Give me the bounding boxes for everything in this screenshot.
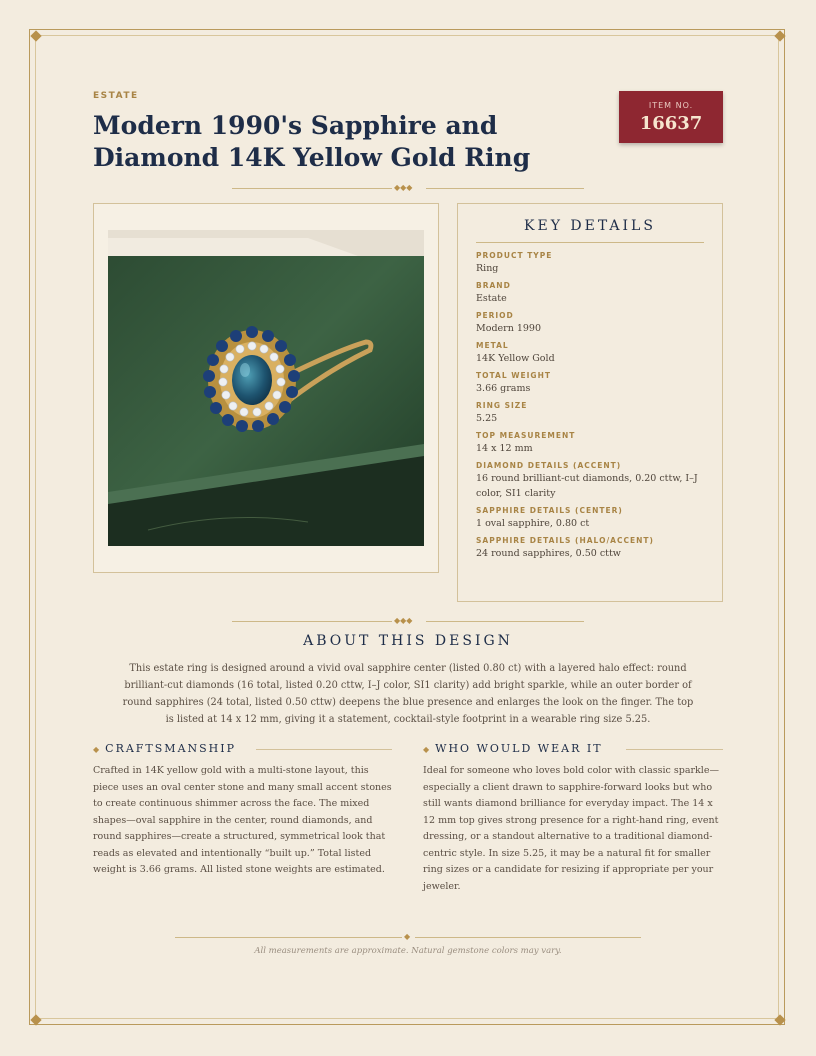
ornament-divider-middle: ◆◆◆ [232,616,584,626]
detail-label: RING SIZE [476,401,528,410]
item-number-value: 16637 [639,113,703,134]
detail-value: 24 round sapphires, 0.50 cttw [476,548,621,559]
detail-diamond-details [476,460,708,501]
about-heading: ABOUT THIS DESIGN [303,633,513,649]
detail-label: TOP MEASUREMENT [476,431,576,440]
category-eyebrow: ESTATE [93,91,139,101]
craftsmanship-heading [93,742,236,755]
detail-period [476,310,708,336]
about-text: This estate ring is designed around a vivid oval sapphire center (listed 0.80 ct) with a layered halo effect: round brilliant-cut diamonds (16 total, listed 0.20 cttw, I–J color, SI1 clarity) add bright sparkle, while an outer border of round sapphires (24 total, listed 0.50 cttw) deepens the blue presence and enlarges the look on the finger. The top is listed at 14 x 12 mm, giving it a statement, cocktail-style footprint in a wearable ring size 5.25. [122,663,694,725]
key-details-list [476,250,708,565]
detail-sapphire-center [476,505,708,531]
who-would-wear-heading-text: WHO WOULD WEAR IT [435,742,603,755]
detail-value: 1 oval sapphire, 0.80 ct [476,518,590,529]
page-title: Modern 1990's Sapphire and Diamond 14K Yellow Gold Ring [93,111,531,172]
detail-label: DIAMOND DETAILS (ACCENT) [476,461,622,470]
craftsmanship-heading-text: CRAFTSMANSHIP [105,742,237,755]
detail-value: 3.66 grams [476,383,531,394]
who-would-wear-text: Ideal for someone who loves bold color with classic sparkle—especially a client drawn to sapphire-forward looks but who still wants diamond brilliance for everyday impact. The 14 x 12 mm top gives strong presence for a right-hand ring, event dressing, or a standout alternative to a traditional diamond-centric style. In size 5.25, it may be a natural fit for smaller ring sizes or a candidate for resizing if appropriate per your jeweler. [423,765,719,892]
item-number-label: ITEM NO. [648,101,694,110]
detail-value: Ring [476,263,499,274]
detail-product-type [476,250,708,276]
detail-label: PERIOD [476,311,514,320]
detail-label: SAPPHIRE DETAILS (CENTER) [476,506,623,515]
detail-ring-size [476,400,708,426]
key-details-panel [457,203,723,602]
key-details-rule [476,242,704,243]
who-would-wear-rule [626,749,723,750]
footer-disclaimer: All measurements are approximate. Natural gemstone colors may vary. [254,946,562,956]
craftsmanship-text: Crafted in 14K yellow gold with a multi-stone layout, this piece uses an oval center stone and many small accent stones to create continuous shimmer across the face. The mixed shapes—oval sapphire in the center, round diamonds, and round sapphires—create a structured, symmetrical look that reads as elevated and intentionally “built up.” Total listed weight is 3.66 grams. All listed stone weights are estimated. [93,765,392,875]
detail-sapphire-halo [476,535,708,561]
detail-label: SAPPHIRE DETAILS (HALO/ACCENT) [476,536,654,545]
diamond-bullet-icon: ◆ [423,745,430,754]
detail-total-weight [476,370,708,396]
ornament-divider-footer: ◆ [175,932,641,942]
diamond-bullet-icon: ◆ [93,745,100,754]
detail-metal [476,340,708,366]
detail-label: BRAND [476,281,511,290]
detail-value: 14K Yellow Gold [476,353,555,364]
ring-photo [108,230,424,546]
detail-value: 5.25 [476,413,498,424]
detail-value: Estate [476,293,507,304]
detail-value: 16 round brilliant-cut diamonds, 0.20 cttw, I–J color, SI1 clarity [476,473,698,499]
detail-label: TOTAL WEIGHT [476,371,551,380]
detail-label: PRODUCT TYPE [476,251,553,260]
who-would-wear-heading [423,742,603,755]
detail-value: 14 x 12 mm [476,443,533,454]
detail-label: METAL [476,341,509,350]
detail-top-measurement [476,430,708,456]
item-number-badge [619,91,723,143]
detail-brand [476,280,708,306]
ornament-divider-top: ◆◆◆ [232,183,584,193]
product-photo-card [93,203,439,573]
craftsmanship-rule [256,749,392,750]
key-details-heading: KEY DETAILS [524,218,656,234]
detail-value: Modern 1990 [476,323,542,334]
